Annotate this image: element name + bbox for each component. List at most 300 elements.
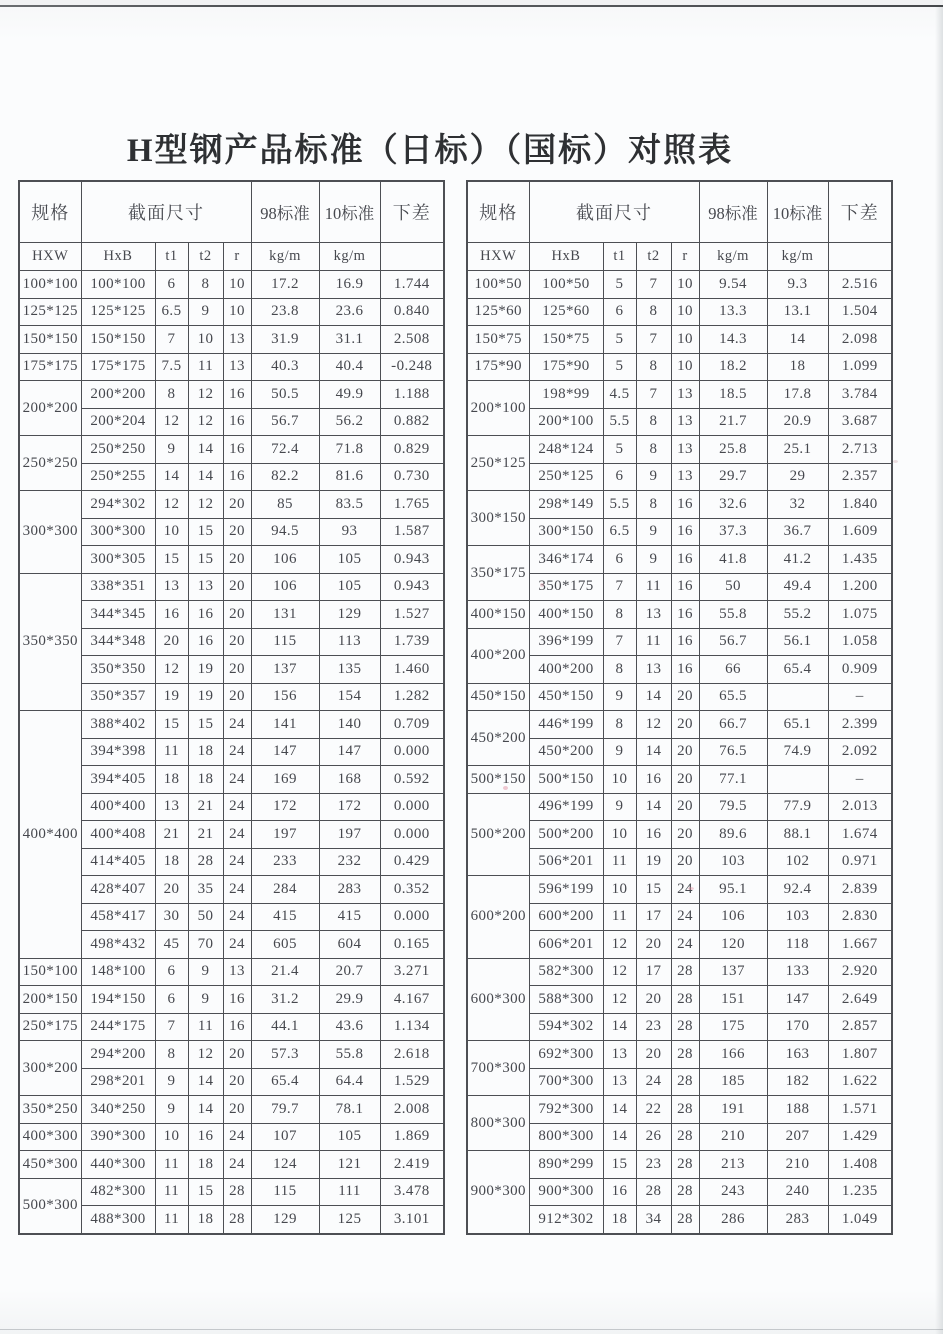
table-row [19, 601, 444, 629]
t1-cell: 18 [155, 848, 188, 876]
kgm98-cell: 56.7 [251, 408, 319, 436]
r-cell: 20 [671, 738, 699, 766]
tolerance-cell: 2.098 [828, 326, 892, 354]
table-row [19, 353, 444, 381]
kgm10-cell: 163 [767, 1041, 828, 1069]
col-subheader-hxb: HxB [529, 243, 603, 271]
kgm10-cell: 55.8 [319, 1041, 380, 1069]
kgm98-cell: 21.4 [251, 958, 319, 986]
t2-cell: 19 [636, 848, 671, 876]
r-cell: 24 [223, 766, 251, 794]
tolerance-cell: 1.765 [380, 491, 444, 519]
kgm10-cell: 210 [767, 1151, 828, 1179]
r-cell: 16 [671, 601, 699, 629]
spec-cell: 450*200 [467, 711, 529, 766]
kgm10-cell: 55.2 [767, 601, 828, 629]
r-cell: 24 [223, 876, 251, 904]
t1-cell: 5.5 [603, 408, 636, 436]
tolerance-cell: 2.516 [828, 271, 892, 299]
t1-cell: 6 [155, 271, 188, 299]
tolerance-cell: 3.687 [828, 408, 892, 436]
t2-cell: 11 [188, 1013, 223, 1041]
kgm98-cell: 66 [699, 656, 767, 684]
tolerance-cell: 0.840 [380, 298, 444, 326]
spec-cell: 500*300 [19, 1178, 81, 1234]
r-cell: 28 [671, 1096, 699, 1124]
right-table [466, 180, 893, 1235]
hxb-cell: 414*405 [81, 848, 155, 876]
t2-cell: 12 [188, 1041, 223, 1069]
table-row [19, 903, 444, 931]
tolerance-cell: 1.058 [828, 628, 892, 656]
spec-cell: 350*350 [19, 573, 81, 711]
kgm98-cell: 137 [251, 656, 319, 684]
col-header-std98: 98标准 [251, 181, 319, 243]
kgm98-cell: 131 [251, 601, 319, 629]
hxb-cell: 390*300 [81, 1123, 155, 1151]
table-row [467, 766, 892, 794]
tolerance-cell: 1.200 [828, 573, 892, 601]
tolerance-cell: 0.943 [380, 573, 444, 601]
hxb-cell: 394*398 [81, 738, 155, 766]
kgm10-cell: 103 [767, 903, 828, 931]
tolerance-cell: 1.188 [380, 381, 444, 409]
col-header-section-size: 截面尺寸 [81, 181, 251, 243]
kgm10-cell: 16.9 [319, 271, 380, 299]
tolerance-cell: 0.352 [380, 876, 444, 904]
col-subheader-t1: t1 [155, 243, 188, 271]
tolerance-cell: 2.399 [828, 711, 892, 739]
table-row [467, 931, 892, 959]
table-row [19, 958, 444, 986]
t1-cell: 6 [155, 958, 188, 986]
t2-cell: 23 [636, 1013, 671, 1041]
kgm10-cell: 88.1 [767, 821, 828, 849]
tolerance-cell: 3.784 [828, 381, 892, 409]
tolerance-cell: 2.357 [828, 463, 892, 491]
table-row [19, 628, 444, 656]
hxb-cell: 344*348 [81, 628, 155, 656]
r-cell: 16 [223, 1013, 251, 1041]
kgm98-cell: 37.3 [699, 518, 767, 546]
kgm10-cell: 9.3 [767, 271, 828, 299]
table-row [467, 491, 892, 519]
kgm98-cell: 213 [699, 1151, 767, 1179]
tolerance-cell: 2.857 [828, 1013, 892, 1041]
t2-cell: 20 [636, 986, 671, 1014]
t1-cell: 13 [155, 573, 188, 601]
r-cell: 16 [223, 408, 251, 436]
kgm10-cell: 40.4 [319, 353, 380, 381]
kgm10-cell: 188 [767, 1096, 828, 1124]
tolerance-cell: 1.529 [380, 1068, 444, 1096]
r-cell: 13 [671, 408, 699, 436]
kgm10-cell: 168 [319, 766, 380, 794]
r-cell: 16 [671, 546, 699, 574]
t1-cell: 5 [603, 271, 636, 299]
kgm10-cell: 118 [767, 931, 828, 959]
spec-cell: 450*300 [19, 1151, 81, 1179]
hxb-cell: 400*400 [81, 793, 155, 821]
t2-cell: 16 [188, 601, 223, 629]
table-row [19, 1206, 444, 1234]
kgm98-cell: 210 [699, 1123, 767, 1151]
tolerance-cell: 1.869 [380, 1123, 444, 1151]
r-cell: 20 [223, 491, 251, 519]
t1-cell: 7 [603, 573, 636, 601]
table-row [467, 793, 892, 821]
kgm10-cell: 172 [319, 793, 380, 821]
kgm98-cell: 120 [699, 931, 767, 959]
table-row [19, 738, 444, 766]
table-row [467, 1068, 892, 1096]
t2-cell: 28 [188, 848, 223, 876]
kgm10-cell: 43.6 [319, 1013, 380, 1041]
spec-cell: 800*300 [467, 1096, 529, 1151]
tolerance-cell: 1.744 [380, 271, 444, 299]
table-row [19, 518, 444, 546]
r-cell: 24 [223, 903, 251, 931]
col-subheader-kgm-10: kg/m [319, 243, 380, 271]
r-cell: 20 [223, 656, 251, 684]
spec-cell: 300*150 [467, 491, 529, 546]
tolerance-cell: 0.829 [380, 436, 444, 464]
tolerance-cell: 1.667 [828, 931, 892, 959]
tolerance-cell: 2.618 [380, 1041, 444, 1069]
table-row [467, 958, 892, 986]
tolerance-cell: 2.649 [828, 986, 892, 1014]
tolerance-cell: 0.000 [380, 903, 444, 931]
t1-cell: 9 [155, 1068, 188, 1096]
table-row [19, 1041, 444, 1069]
kgm10-cell [767, 766, 828, 794]
hxb-cell: 388*402 [81, 711, 155, 739]
tolerance-cell: 1.739 [380, 628, 444, 656]
spec-cell: 250*175 [19, 1013, 81, 1041]
t1-cell: 20 [155, 628, 188, 656]
t1-cell: 5 [603, 353, 636, 381]
t1-cell: 13 [155, 793, 188, 821]
kgm98-cell: 65.4 [251, 1068, 319, 1096]
spec-cell: 100*100 [19, 271, 81, 299]
hxb-cell: 912*302 [529, 1206, 603, 1234]
table-row [19, 711, 444, 739]
t2-cell: 13 [636, 656, 671, 684]
tolerance-cell: 2.092 [828, 738, 892, 766]
spec-cell: 250*125 [467, 436, 529, 491]
r-cell: 20 [223, 628, 251, 656]
t1-cell: 10 [603, 876, 636, 904]
table-row [467, 738, 892, 766]
spec-cell: 200*100 [467, 381, 529, 436]
table-row [467, 546, 892, 574]
table-row [467, 821, 892, 849]
tolerance-cell: 4.167 [380, 986, 444, 1014]
table-row [467, 628, 892, 656]
t2-cell: 11 [636, 573, 671, 601]
table-row [19, 1178, 444, 1206]
t1-cell: 11 [603, 903, 636, 931]
header-row-2 [19, 243, 444, 271]
t1-cell: 15 [155, 546, 188, 574]
kgm98-cell: 50 [699, 573, 767, 601]
hxb-cell: 450*200 [529, 738, 603, 766]
spec-cell: 600*300 [467, 958, 529, 1041]
tolerance-cell: 1.435 [828, 546, 892, 574]
t1-cell: 45 [155, 931, 188, 959]
tolerance-cell: 1.622 [828, 1068, 892, 1096]
t2-cell: 12 [188, 381, 223, 409]
kgm98-cell: 18.2 [699, 353, 767, 381]
tolerance-cell: 2.013 [828, 793, 892, 821]
col-header-spec: 规格 [467, 181, 529, 243]
kgm98-cell: 56.7 [699, 628, 767, 656]
t2-cell: 15 [188, 1178, 223, 1206]
hxb-cell: 350*175 [529, 573, 603, 601]
table-row [467, 436, 892, 464]
kgm98-cell: 129 [251, 1206, 319, 1234]
r-cell: 16 [671, 491, 699, 519]
t1-cell: 5.5 [603, 491, 636, 519]
r-cell: 20 [671, 711, 699, 739]
tolerance-cell: 2.508 [380, 326, 444, 354]
tolerance-cell: 1.282 [380, 683, 444, 711]
hxb-cell: 300*150 [529, 518, 603, 546]
r-cell: 20 [671, 793, 699, 821]
table-row [19, 656, 444, 684]
kgm10-cell: 182 [767, 1068, 828, 1096]
tolerance-cell: 0.709 [380, 711, 444, 739]
col-subheader-kgm-98: kg/m [699, 243, 767, 271]
table-row [467, 518, 892, 546]
r-cell: 10 [671, 353, 699, 381]
kgm10-cell: 77.9 [767, 793, 828, 821]
kgm10-cell: 56.2 [319, 408, 380, 436]
t2-cell: 17 [636, 903, 671, 931]
table-row [467, 683, 892, 711]
t1-cell: 7 [155, 1013, 188, 1041]
spec-cell: 350*250 [19, 1096, 81, 1124]
r-cell: 20 [223, 1068, 251, 1096]
kgm98-cell: 17.2 [251, 271, 319, 299]
spec-cell: 250*250 [19, 436, 81, 491]
t1-cell: 20 [155, 876, 188, 904]
tolerance-cell: 2.419 [380, 1151, 444, 1179]
r-cell: 13 [223, 326, 251, 354]
kgm10-cell: 18 [767, 353, 828, 381]
scan-edge-right-shadow [935, 7, 943, 1334]
kgm98-cell: 65.5 [699, 683, 767, 711]
hxb-cell: 250*255 [81, 463, 155, 491]
col-header-std10: 10标准 [319, 181, 380, 243]
r-cell: 20 [671, 848, 699, 876]
r-cell: 24 [223, 1151, 251, 1179]
col-subheader-blank [828, 243, 892, 271]
kgm98-cell: 197 [251, 821, 319, 849]
hxb-cell: 125*125 [81, 298, 155, 326]
kgm98-cell: 66.7 [699, 711, 767, 739]
t2-cell: 8 [188, 271, 223, 299]
kgm98-cell: 79.5 [699, 793, 767, 821]
r-cell: 20 [671, 683, 699, 711]
spec-cell: 300*300 [19, 491, 81, 574]
tolerance-cell: 2.008 [380, 1096, 444, 1124]
t1-cell: 4.5 [603, 381, 636, 409]
kgm98-cell: 72.4 [251, 436, 319, 464]
kgm10-cell: 31.1 [319, 326, 380, 354]
kgm10-cell: 133 [767, 958, 828, 986]
kgm10-cell: 81.6 [319, 463, 380, 491]
col-subheader-t2: t2 [188, 243, 223, 271]
tolerance-cell: 1.408 [828, 1151, 892, 1179]
kgm98-cell: 55.8 [699, 601, 767, 629]
t1-cell: 6 [603, 463, 636, 491]
kgm10-cell: 29 [767, 463, 828, 491]
tolerance-cell: 1.571 [828, 1096, 892, 1124]
hxb-cell: 792*300 [529, 1096, 603, 1124]
hxb-cell: 200*100 [529, 408, 603, 436]
col-subheader-t1: t1 [603, 243, 636, 271]
scan-edge-top-line [0, 5, 943, 7]
kgm10-cell: 49.4 [767, 573, 828, 601]
hxb-cell: 428*407 [81, 876, 155, 904]
t2-cell: 23 [636, 1151, 671, 1179]
spec-cell: 150*100 [19, 958, 81, 986]
kgm98-cell: 156 [251, 683, 319, 711]
table-row [467, 601, 892, 629]
table-row [19, 573, 444, 601]
t2-cell: 10 [188, 326, 223, 354]
r-cell: 20 [223, 1041, 251, 1069]
hxb-cell: 692*300 [529, 1041, 603, 1069]
header-row-2 [467, 243, 892, 271]
t2-cell: 18 [188, 738, 223, 766]
t1-cell: 7.5 [155, 353, 188, 381]
kgm10-cell: 93 [319, 518, 380, 546]
kgm10-cell: 140 [319, 711, 380, 739]
table-row [19, 931, 444, 959]
hxb-cell: 250*250 [81, 436, 155, 464]
r-cell: 10 [671, 271, 699, 299]
kgm98-cell: 31.2 [251, 986, 319, 1014]
spec-cell: 350*175 [467, 546, 529, 601]
col-subheader-hxb: HxB [81, 243, 155, 271]
kgm98-cell: 605 [251, 931, 319, 959]
kgm98-cell: 14.3 [699, 326, 767, 354]
t2-cell: 18 [188, 1151, 223, 1179]
t2-cell: 16 [636, 821, 671, 849]
table-row [467, 876, 892, 904]
tolerance-cell: 1.609 [828, 518, 892, 546]
table-row [19, 793, 444, 821]
t1-cell: 8 [155, 1041, 188, 1069]
t2-cell: 9 [188, 986, 223, 1014]
tolerance-cell: 0.165 [380, 931, 444, 959]
r-cell: 10 [671, 326, 699, 354]
hxb-cell: 400*408 [81, 821, 155, 849]
t1-cell: 14 [603, 1123, 636, 1151]
col-header-tolerance: 下差 [380, 181, 444, 243]
t2-cell: 24 [636, 1068, 671, 1096]
tolerance-cell: 1.504 [828, 298, 892, 326]
table-row [467, 1206, 892, 1234]
r-cell: 28 [671, 1151, 699, 1179]
header-row-1 [467, 181, 892, 243]
spec-cell: 300*200 [19, 1041, 81, 1096]
t1-cell: 6 [155, 986, 188, 1014]
r-cell: 13 [223, 353, 251, 381]
kgm98-cell: 243 [699, 1178, 767, 1206]
r-cell: 28 [671, 1013, 699, 1041]
hxb-cell: 150*75 [529, 326, 603, 354]
hxb-cell: 488*300 [81, 1206, 155, 1234]
kgm98-cell: 115 [251, 1178, 319, 1206]
spec-cell: 500*200 [467, 793, 529, 876]
tolerance-cell: 0.882 [380, 408, 444, 436]
table-row [467, 1096, 892, 1124]
table-row [467, 573, 892, 601]
kgm10-cell: 13.1 [767, 298, 828, 326]
r-cell: 16 [671, 573, 699, 601]
col-header-tolerance: 下差 [828, 181, 892, 243]
t1-cell: 12 [155, 656, 188, 684]
t2-cell: 19 [188, 683, 223, 711]
hxb-cell: 125*60 [529, 298, 603, 326]
tolerance-cell: 0.429 [380, 848, 444, 876]
kgm10-cell: 283 [319, 876, 380, 904]
hxb-cell: 594*302 [529, 1013, 603, 1041]
r-cell: 28 [671, 1041, 699, 1069]
col-subheader-kgm-10: kg/m [767, 243, 828, 271]
t2-cell: 14 [636, 793, 671, 821]
t2-cell: 22 [636, 1096, 671, 1124]
table-row [19, 298, 444, 326]
col-subheader-r: r [671, 243, 699, 271]
table-row [467, 271, 892, 299]
r-cell: 28 [671, 1178, 699, 1206]
tolerance-cell: 0.592 [380, 766, 444, 794]
left-table [18, 180, 445, 1235]
hxb-cell: 248*124 [529, 436, 603, 464]
kgm10-cell: 207 [767, 1123, 828, 1151]
tolerance-cell: 2.830 [828, 903, 892, 931]
kgm10-cell: 232 [319, 848, 380, 876]
kgm10-cell: 170 [767, 1013, 828, 1041]
t1-cell: 11 [603, 848, 636, 876]
hxb-cell: 600*200 [529, 903, 603, 931]
r-cell: 16 [223, 436, 251, 464]
tolerance-cell: 1.075 [828, 601, 892, 629]
t2-cell: 9 [636, 546, 671, 574]
table-row [19, 463, 444, 491]
kgm98-cell: 284 [251, 876, 319, 904]
t2-cell: 9 [188, 298, 223, 326]
kgm98-cell: 23.8 [251, 298, 319, 326]
t1-cell: 11 [155, 1206, 188, 1234]
table-row [467, 656, 892, 684]
kgm10-cell: 197 [319, 821, 380, 849]
spec-cell: 700*300 [467, 1041, 529, 1096]
spec-cell: 500*150 [467, 766, 529, 794]
t1-cell: 9 [155, 1096, 188, 1124]
kgm98-cell: 124 [251, 1151, 319, 1179]
col-header-section-size: 截面尺寸 [529, 181, 699, 243]
tolerance-cell: 1.099 [828, 353, 892, 381]
hxb-cell: 150*150 [81, 326, 155, 354]
table-row [467, 463, 892, 491]
t1-cell: 8 [155, 381, 188, 409]
col-header-std10: 10标准 [767, 181, 828, 243]
